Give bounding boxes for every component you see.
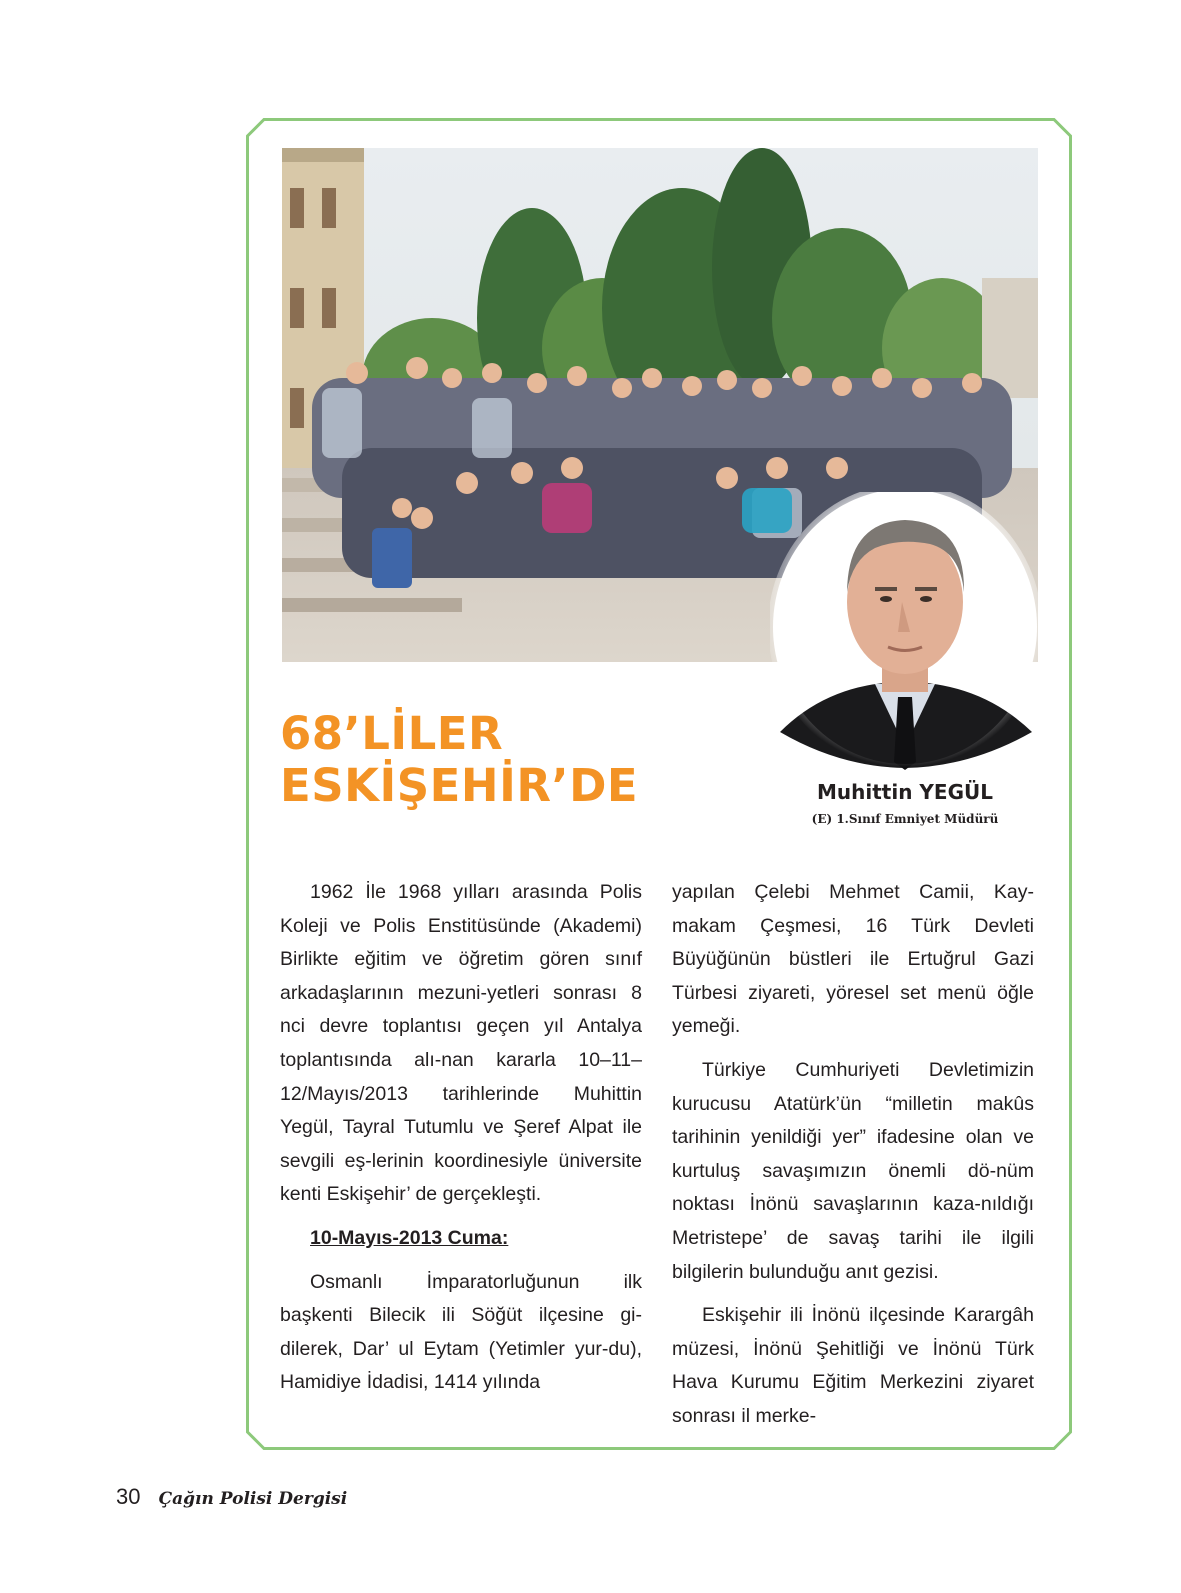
author-portrait	[770, 492, 1040, 774]
author-role: (E) 1.Sınıf Emniyet Müdürü	[811, 812, 999, 826]
right-column	[672, 876, 1034, 1444]
paragraph-inonu: Eskişehir ili İnönü ilçesinde Karargâh müzesi, İnönü Şehitliği ve İnönü Türk Hava Kurumu Eğitim Merkezini ziyaret sonrası il merke-	[672, 1304, 1034, 1427]
author-name: Muhittin YEGÜL	[817, 780, 993, 804]
page-footer	[116, 1484, 347, 1510]
day-heading: 10-Mayıs-2013 Cuma:	[310, 1226, 509, 1249]
title-line-2: ESKİŞEHİR’DE	[280, 759, 639, 812]
page-number: 30	[116, 1484, 141, 1509]
paragraph-continued: yapılan Çelebi Mehmet Camii, Kay-makam Çeşmesi, 16 Türk Devleti Büyüğünün büstleri ile Ertuğrul Gazi Türbesi ziyareti, yöresel set menü öğle yemeği.	[672, 881, 1034, 1038]
article-title	[280, 708, 638, 812]
left-column	[280, 876, 642, 1410]
paragraph-intro: 1962 İle 1968 yılları arasında Polis Koleji ve Polis Enstitüsünde (Akademi) Birlikte eğitim ve öğretim gören sınıf arkadaşlarının mezuni-yetleri sonrası 8 nci devre toplantısı geçen yıl Antalya toplantısında alı-nan kararla 10–11–12/Mayıs/2013 tarihlerinde Muhittin Yegül, Tayral Tutumlu ve Şeref Alpat ile sevgili eş-lerinin koordinesiyle üniversite kenti Eskişehir’ de gerçekleşti.	[280, 881, 642, 1206]
magazine-name: Çağın Polisi Dergisi	[158, 1489, 348, 1509]
author-portrait-illustration	[770, 492, 1040, 774]
paragraph-metristepe: Türkiye Cumhuriyeti Devletimizin kurucusu Atatürk’ün “milletin makûs tarihinin yenildiği yer” ifadesine olan ve kurtuluş savaşımızın önemli dö-nüm noktası İnönü savaşlarının kaza-nıldığı Metristepe’ de savaş tarihi ile ilgili bilgilerin bulunduğu anıt gezisi.	[672, 1058, 1034, 1283]
paragraph-sogut: Osmanlı İmparatorluğunun ilk başkenti Bilecik ili Söğüt ilçesine gi-dilerek, Dar’ ul Eytam (Yetimler yur-du), Hamidiye İdadisi, 1414 yılında	[280, 1270, 642, 1394]
title-line-1: 68’LİLER	[280, 707, 504, 760]
